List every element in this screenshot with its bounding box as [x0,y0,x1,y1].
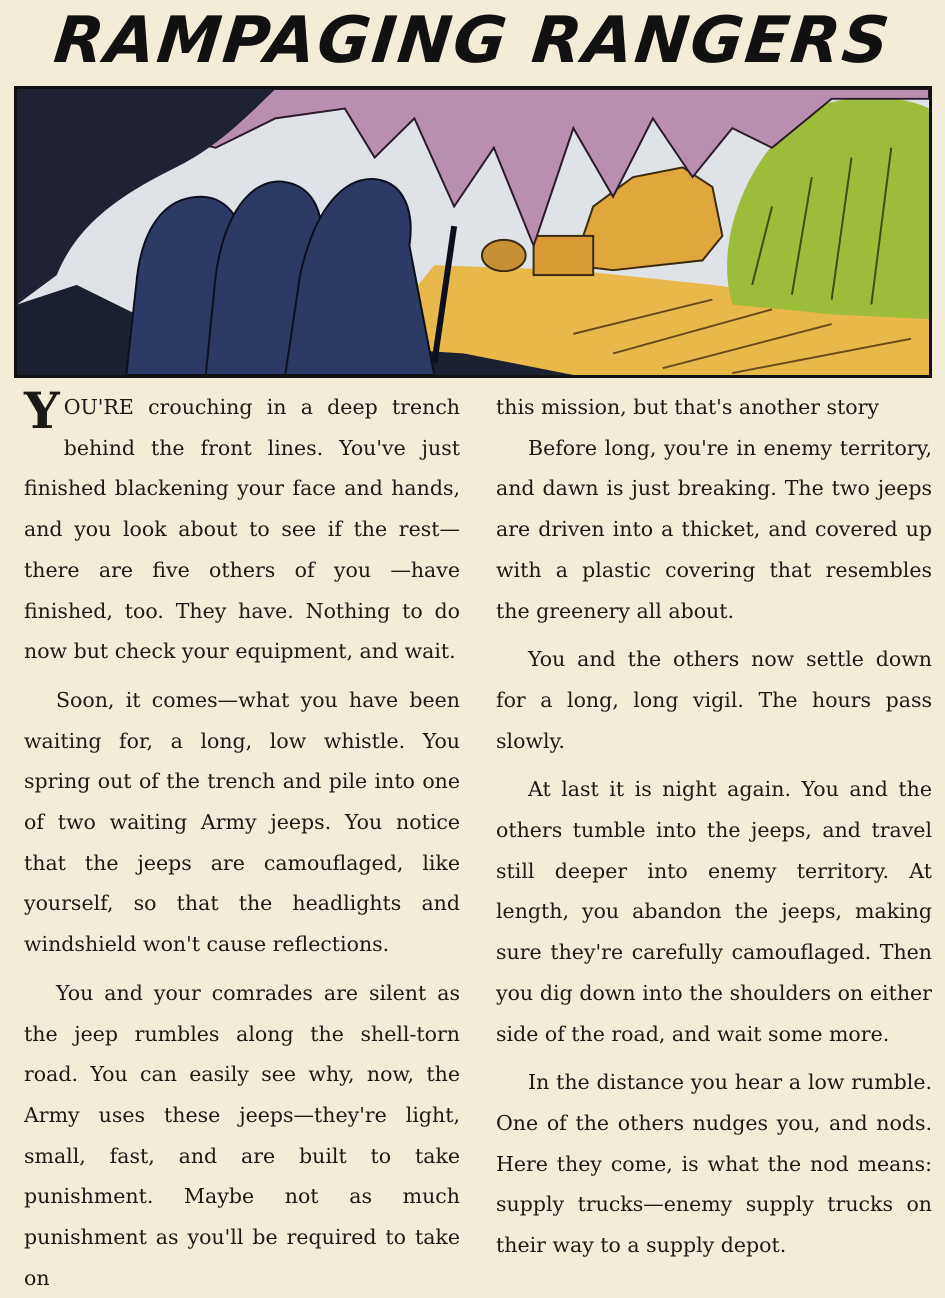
paragraph: At last it is night again. You and the others tumble into the jeeps, and travel still deeper into enemy territory. At length, you abandon the jeeps, making sure they're carefully camouflaged. Then you dig down into the shoulders on either side of the road, and wait some more. [496,777,932,1046]
paragraph: In the distance you hear a low rumble. One of the others nudges you, and nods. Here they come, is what the nod means: supply trucks—enemy supply trucks on their way to a supply depot. [496,1070,932,1258]
page-title: RAMPAGING RANGERS [50,4,895,78]
cave-ambush-scene [17,89,929,375]
paragraph: You and the others now settle down for a long, long vigil. The hours pass slowly. [496,647,932,753]
paragraph: this mission, but that's another story [496,395,879,419]
comic-panel-illustration [14,86,932,378]
paragraph: Soon, it comes—what you have been waiting for, a long, low whistle. You spring out of the trench and pile into one of two waiting Army jeeps. You notice that the jeeps are camouflaged, like yourself, so that the headlights and windshield won't cause reflections. [24,687,460,957]
left-text-column [24,381,460,1298]
soldier-silhouette-icon [126,179,454,375]
right-text-column [496,387,932,1266]
paragraph: You and your comrades are silent as the jeep rumbles along the shell-torn road. You can easily see why, now, the Army uses these jeeps—they're light, small, fast, and are built to take punishment. Maybe not as much punishment as you'll be required to take on [24,980,460,1290]
paragraph: Before long, you're in enemy territory, and dawn is just breaking. The two jeeps are driven into a thicket, and covered up with a plastic covering that resembles the greenery all about. [496,435,932,623]
paragraph: YOU'RE crouching in a deep trench behind the front lines. You've just finished blackening your face and hands, and you look about to see if the rest—there are five others of you —have finished, too. They have. Nothing to do now but check your equipment, and wait. [24,381,460,664]
rocks-icon [482,240,526,271]
drop-cap: Y [24,381,60,440]
